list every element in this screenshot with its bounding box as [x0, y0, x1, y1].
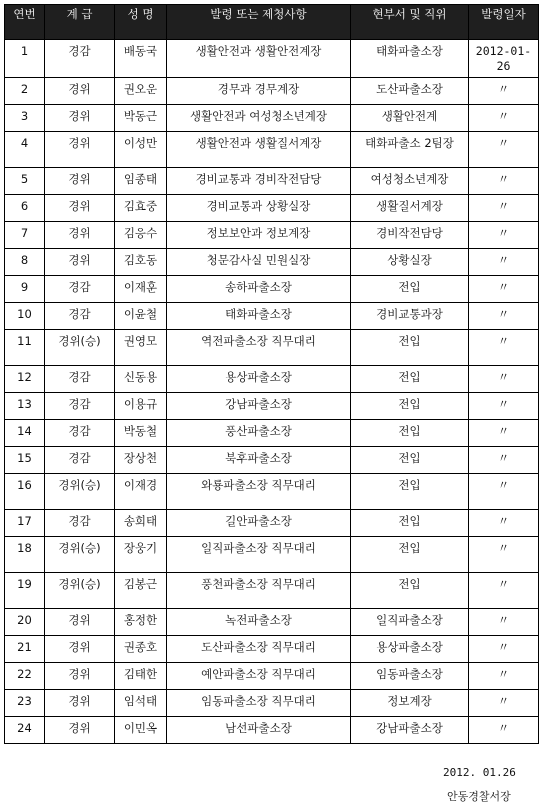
cell-no: 12 — [5, 366, 45, 393]
cell-no: 22 — [5, 663, 45, 690]
cell-current: 전입 — [351, 393, 469, 420]
table-row — [5, 222, 539, 249]
table-row — [5, 690, 539, 717]
cell-order: 경비교통과 상황실장 — [167, 195, 351, 222]
cell-name: 이성만 — [115, 132, 167, 168]
cell-no: 8 — [5, 249, 45, 276]
table-row — [5, 276, 539, 303]
cell-name: 김호동 — [115, 249, 167, 276]
cell-no: 10 — [5, 303, 45, 330]
cell-order: 강남파출소장 — [167, 393, 351, 420]
table-row — [5, 105, 539, 132]
cell-rank: 경감 — [45, 393, 115, 420]
cell-current: 도산파출소장 — [351, 78, 469, 105]
cell-date: 〃 — [469, 276, 539, 303]
cell-rank: 경감 — [45, 447, 115, 474]
cell-current: 전입 — [351, 276, 469, 303]
cell-name: 권영모 — [115, 330, 167, 366]
cell-rank: 경위(승) — [45, 474, 115, 510]
cell-date: 〃 — [469, 78, 539, 105]
cell-rank: 경위 — [45, 249, 115, 276]
cell-name: 박동근 — [115, 105, 167, 132]
cell-order: 생활안전과 여성청소년계장 — [167, 105, 351, 132]
cell-date: 〃 — [469, 222, 539, 249]
cell-no: 1 — [5, 40, 45, 78]
issue-date: 2012. 01.26 — [443, 766, 516, 779]
cell-order: 생활안전과 생활질서계장 — [167, 132, 351, 168]
cell-date: 〃 — [469, 447, 539, 474]
cell-rank: 경위 — [45, 222, 115, 249]
table-row — [5, 510, 539, 537]
cell-order: 경비교통과 경비작전담당 — [167, 168, 351, 195]
cell-date: 〃 — [469, 474, 539, 510]
cell-name: 김태한 — [115, 663, 167, 690]
cell-rank: 경위 — [45, 168, 115, 195]
cell-order: 북후파출소장 — [167, 447, 351, 474]
table-row — [5, 393, 539, 420]
cell-rank: 경위(승) — [45, 330, 115, 366]
cell-current: 임동파출소장 — [351, 663, 469, 690]
cell-order: 일직파출소장 직무대리 — [167, 537, 351, 573]
cell-name: 장상천 — [115, 447, 167, 474]
cell-date: 〃 — [469, 168, 539, 195]
cell-rank: 경감 — [45, 366, 115, 393]
cell-order: 와룡파출소장 직무대리 — [167, 474, 351, 510]
cell-name: 김응수 — [115, 222, 167, 249]
cell-date: 〃 — [469, 420, 539, 447]
cell-date: 〃 — [469, 636, 539, 663]
cell-rank: 경위 — [45, 663, 115, 690]
cell-date: 〃 — [469, 717, 539, 744]
cell-no: 4 — [5, 132, 45, 168]
cell-rank: 경위(승) — [45, 573, 115, 609]
cell-name: 이윤철 — [115, 303, 167, 330]
cell-no: 2 — [5, 78, 45, 105]
cell-order: 생활안전과 생활안전계장 — [167, 40, 351, 78]
cell-date: 2012-01-26 — [469, 40, 539, 78]
cell-date: 〃 — [469, 609, 539, 636]
cell-name: 홍정한 — [115, 609, 167, 636]
cell-order: 태화파출소장 — [167, 303, 351, 330]
cell-current: 태화파출소장 — [351, 40, 469, 78]
cell-current: 여성청소년계장 — [351, 168, 469, 195]
cell-order: 녹전파출소장 — [167, 609, 351, 636]
cell-no: 7 — [5, 222, 45, 249]
header-rank: 계 급 — [45, 5, 115, 40]
table-row — [5, 636, 539, 663]
table-row — [5, 663, 539, 690]
cell-no: 23 — [5, 690, 45, 717]
cell-rank: 경감 — [45, 420, 115, 447]
cell-no: 11 — [5, 330, 45, 366]
cell-rank: 경감 — [45, 40, 115, 78]
cell-name: 신동용 — [115, 366, 167, 393]
cell-rank: 경위 — [45, 690, 115, 717]
cell-rank: 경감 — [45, 510, 115, 537]
issuing-office: 안동경찰서장 — [447, 790, 511, 803]
cell-current: 전입 — [351, 537, 469, 573]
cell-order: 송하파출소장 — [167, 276, 351, 303]
cell-rank: 경위 — [45, 78, 115, 105]
cell-order: 역전파출소장 직무대리 — [167, 330, 351, 366]
table-row — [5, 330, 539, 366]
cell-rank: 경위 — [45, 195, 115, 222]
cell-name: 권종호 — [115, 636, 167, 663]
header-name: 성 명 — [115, 5, 167, 40]
cell-date: 〃 — [469, 366, 539, 393]
cell-date: 〃 — [469, 303, 539, 330]
cell-no: 17 — [5, 510, 45, 537]
table-row — [5, 132, 539, 168]
cell-current: 용상파출소장 — [351, 636, 469, 663]
cell-name: 이민옥 — [115, 717, 167, 744]
cell-date: 〃 — [469, 330, 539, 366]
cell-current: 전입 — [351, 573, 469, 609]
table-row — [5, 474, 539, 510]
cell-rank: 경위 — [45, 717, 115, 744]
cell-rank: 경위 — [45, 636, 115, 663]
header-row — [5, 5, 539, 40]
cell-order: 청문감사실 민원실장 — [167, 249, 351, 276]
table-row — [5, 249, 539, 276]
table-row — [5, 366, 539, 393]
cell-current: 전입 — [351, 420, 469, 447]
cell-current: 일직파출소장 — [351, 609, 469, 636]
cell-order: 도산파출소장 직무대리 — [167, 636, 351, 663]
cell-name: 장웅기 — [115, 537, 167, 573]
table-row — [5, 78, 539, 105]
cell-no: 21 — [5, 636, 45, 663]
table-row — [5, 717, 539, 744]
cell-date: 〃 — [469, 393, 539, 420]
cell-current: 정보계장 — [351, 690, 469, 717]
cell-current: 전입 — [351, 510, 469, 537]
table-row — [5, 303, 539, 330]
cell-date: 〃 — [469, 573, 539, 609]
cell-no: 16 — [5, 474, 45, 510]
cell-no: 19 — [5, 573, 45, 609]
table-row — [5, 447, 539, 474]
cell-no: 6 — [5, 195, 45, 222]
cell-current: 강남파출소장 — [351, 717, 469, 744]
cell-no: 18 — [5, 537, 45, 573]
cell-rank: 경감 — [45, 276, 115, 303]
table-row — [5, 609, 539, 636]
cell-no: 9 — [5, 276, 45, 303]
personnel-order-table — [4, 4, 539, 744]
cell-order: 남선파출소장 — [167, 717, 351, 744]
cell-order: 풍산파출소장 — [167, 420, 351, 447]
cell-date: 〃 — [469, 195, 539, 222]
cell-name: 송희태 — [115, 510, 167, 537]
cell-rank: 경위 — [45, 609, 115, 636]
cell-no: 3 — [5, 105, 45, 132]
cell-date: 〃 — [469, 105, 539, 132]
cell-name: 박동철 — [115, 420, 167, 447]
table-row — [5, 40, 539, 78]
cell-order: 임동파출소장 직무대리 — [167, 690, 351, 717]
cell-date: 〃 — [469, 132, 539, 168]
header-date: 발령일자 — [469, 5, 539, 40]
table-row — [5, 420, 539, 447]
table-row — [5, 573, 539, 609]
cell-name: 임석태 — [115, 690, 167, 717]
table-row — [5, 537, 539, 573]
cell-name: 이재경 — [115, 474, 167, 510]
cell-current: 경비작전담당 — [351, 222, 469, 249]
cell-rank: 경위(승) — [45, 537, 115, 573]
cell-no: 20 — [5, 609, 45, 636]
table-row — [5, 195, 539, 222]
header-no: 연번 — [5, 5, 45, 40]
header-current: 현부서 및 직위 — [351, 5, 469, 40]
cell-no: 15 — [5, 447, 45, 474]
cell-current: 경비교통과장 — [351, 303, 469, 330]
cell-current: 전입 — [351, 447, 469, 474]
cell-date: 〃 — [469, 510, 539, 537]
cell-current: 생활질서계장 — [351, 195, 469, 222]
cell-date: 〃 — [469, 537, 539, 573]
cell-order: 예안파출소장 직무대리 — [167, 663, 351, 690]
cell-order: 용상파출소장 — [167, 366, 351, 393]
cell-order: 길안파출소장 — [167, 510, 351, 537]
cell-order: 풍천파출소장 직무대리 — [167, 573, 351, 609]
cell-current: 전입 — [351, 474, 469, 510]
cell-rank: 경위 — [45, 132, 115, 168]
cell-current: 전입 — [351, 366, 469, 393]
cell-no: 24 — [5, 717, 45, 744]
cell-rank: 경감 — [45, 303, 115, 330]
cell-current: 상황실장 — [351, 249, 469, 276]
table-row — [5, 168, 539, 195]
cell-date: 〃 — [469, 690, 539, 717]
cell-name: 이재훈 — [115, 276, 167, 303]
cell-order: 경무과 경무계장 — [167, 78, 351, 105]
cell-no: 5 — [5, 168, 45, 195]
cell-current: 생활안전계 — [351, 105, 469, 132]
cell-no: 13 — [5, 393, 45, 420]
cell-no: 14 — [5, 420, 45, 447]
cell-name: 이용규 — [115, 393, 167, 420]
cell-date: 〃 — [469, 249, 539, 276]
cell-current: 전입 — [351, 330, 469, 366]
cell-date: 〃 — [469, 663, 539, 690]
cell-order: 정보보안과 정보계장 — [167, 222, 351, 249]
cell-name: 김효중 — [115, 195, 167, 222]
cell-rank: 경위 — [45, 105, 115, 132]
header-order: 발령 또는 제청사항 — [167, 5, 351, 40]
cell-name: 권오운 — [115, 78, 167, 105]
cell-name: 김봉근 — [115, 573, 167, 609]
cell-name: 배동국 — [115, 40, 167, 78]
cell-current: 태화파출소 2팀장 — [351, 132, 469, 168]
cell-name: 임종태 — [115, 168, 167, 195]
